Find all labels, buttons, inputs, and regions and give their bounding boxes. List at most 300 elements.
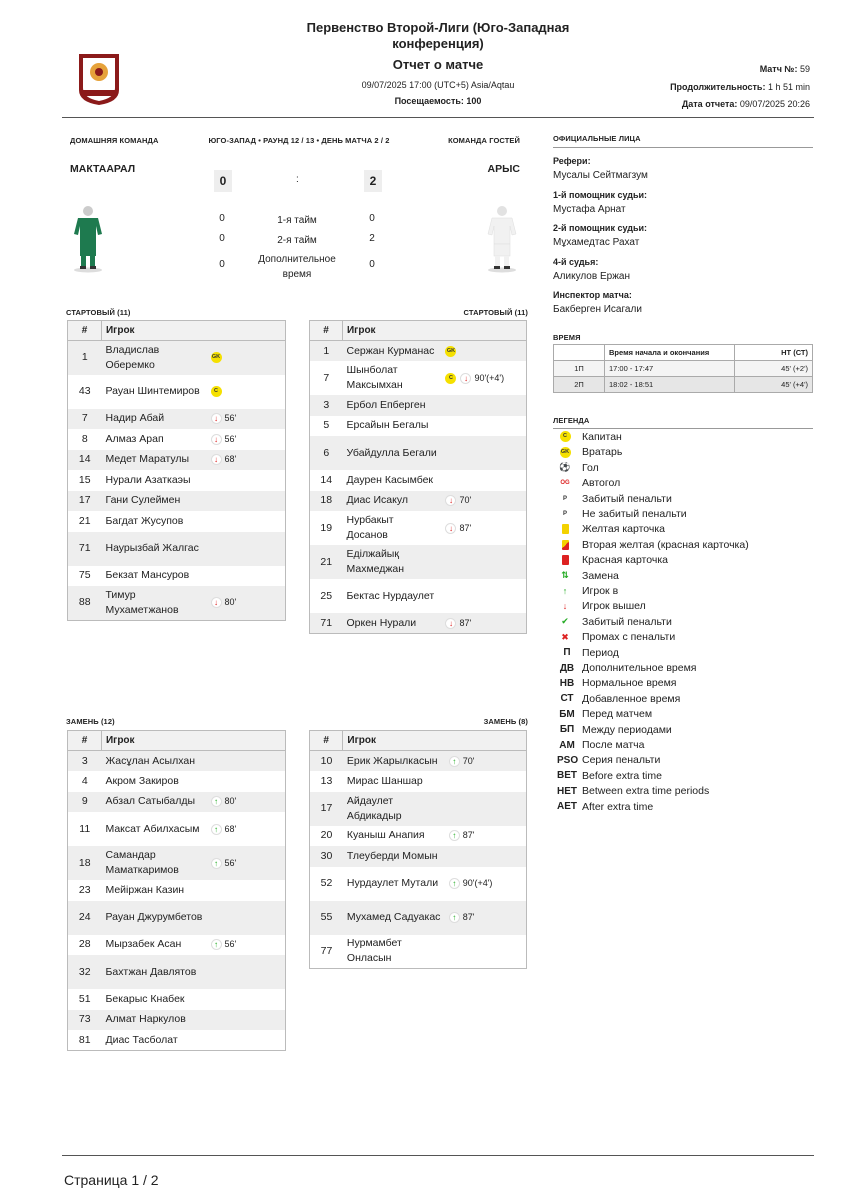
player-name: Нурали Азаткаэы [105, 473, 191, 486]
player-number: 10 [320, 754, 333, 767]
away-score: 2 [364, 170, 382, 192]
legend-item [557, 493, 672, 505]
event-minute: 87' [462, 830, 475, 841]
legend-item [557, 770, 662, 782]
player-name: Мирас Шаншар [346, 774, 423, 787]
legend-item [557, 431, 622, 443]
player-number: 25 [320, 589, 333, 602]
event-minute: 80' [224, 597, 237, 608]
report-date: Дата отчета: 09/07/2025 20:26 [681, 99, 810, 109]
player-events [445, 826, 527, 847]
legend-item [557, 600, 646, 612]
player-number: 8 [81, 432, 88, 445]
legend-item [557, 616, 672, 628]
time-col-ht: НТ (СТ) [735, 345, 813, 361]
abbreviation: БМ [559, 708, 575, 720]
player-events [445, 901, 527, 935]
player-events [445, 867, 527, 901]
player-number: 55 [320, 911, 333, 923]
player-name: Диас Тасболат [105, 1033, 178, 1046]
player-name: Оркен Нурали [346, 616, 417, 629]
legend-item [557, 631, 675, 643]
player-events [441, 416, 526, 437]
player-number: 1 [323, 344, 330, 357]
player-events [207, 751, 286, 772]
table-row [68, 491, 286, 512]
legend-item [557, 570, 619, 582]
player-number: 23 [78, 883, 91, 896]
table-row [68, 792, 286, 813]
legend-label: После матча [582, 739, 645, 751]
player-number: 28 [78, 938, 91, 951]
officials-divider [553, 147, 813, 148]
player-number: 14 [320, 473, 333, 486]
player-events [207, 429, 286, 450]
federation-logo [75, 50, 123, 106]
player-number: 14 [78, 453, 91, 466]
table-row [310, 751, 527, 772]
table-row [310, 545, 527, 579]
table-row [68, 429, 286, 450]
player-number: 3 [81, 754, 88, 767]
table-row [310, 491, 527, 512]
event-minute: 56' [224, 857, 237, 868]
goalkeeper-icon: GK [557, 447, 573, 458]
player-events [441, 491, 526, 512]
period-label: 1-я тайм [277, 215, 317, 226]
legend-divider [553, 428, 813, 429]
player-name: Ербол Епберген [346, 398, 426, 411]
abbreviation: BET [557, 770, 577, 782]
home-starting-title: СТАРТОВЫЙ (11) [66, 308, 131, 317]
out-icon: ↓ [562, 601, 568, 612]
secyellow-card-icon [557, 539, 573, 550]
player-events [441, 436, 526, 470]
event-minute: 80' [224, 796, 237, 807]
player-number: 19 [320, 521, 333, 534]
col-number: # [310, 731, 343, 751]
table-header [68, 731, 286, 751]
match-datetime: 09/07/2025 17:00 (UTC+5) Asia/Aqtau [361, 80, 515, 90]
player-out-icon: ↓ [211, 597, 222, 608]
official-name: Аликулов Ержан [553, 270, 630, 282]
player-name: Еділжайық Махмеджан [346, 548, 405, 575]
player-events [207, 1010, 286, 1031]
legend-item [557, 508, 687, 520]
legend-item [557, 539, 749, 551]
table-row [68, 375, 286, 409]
table-row [68, 812, 286, 846]
event-minute: 68' [224, 454, 237, 465]
player-name: Гани Сулеймен [105, 494, 181, 507]
legend-label: Before extra time [582, 769, 662, 782]
player-events [441, 545, 526, 579]
player-events [207, 1030, 286, 1051]
table-row [310, 867, 527, 901]
player-events [441, 613, 526, 634]
event-minute: 87' [462, 912, 475, 923]
player-number: 7 [323, 371, 330, 384]
report-subtitle: Отчет о матче [392, 57, 484, 72]
legend-label: Забитый пенальти [582, 492, 672, 505]
player-events [207, 341, 286, 375]
home-team-name: МАКТААРАЛ [70, 163, 136, 175]
player-number: 13 [320, 774, 333, 787]
player-name: Медет Маратулы [105, 453, 190, 466]
player-events [207, 989, 286, 1010]
captain-icon: C [211, 386, 222, 397]
player-in-icon: ↑ [449, 878, 460, 889]
player-number: 81 [78, 1033, 91, 1046]
player-number: 24 [78, 911, 91, 923]
away-starting-table [309, 320, 527, 634]
home-subs-table [67, 730, 286, 1051]
table-row [68, 935, 286, 956]
table-row [68, 1030, 286, 1051]
away-team-label: КОМАНДА ГОСТЕЙ [448, 136, 520, 145]
header-divider [62, 117, 814, 118]
player-events [207, 955, 286, 989]
event-minute: 70' [462, 755, 475, 766]
legend-item [557, 462, 599, 474]
player-number: 71 [78, 542, 91, 554]
col-player: Игрок [101, 731, 285, 751]
legend-item [557, 801, 653, 813]
event-minute: 68' [224, 823, 237, 834]
time-col-range: Время начала и окончания [605, 345, 735, 361]
period-label: Дополнительное время [258, 254, 336, 280]
player-name: Бахтжан Давлятов [105, 965, 197, 978]
player-name: Нурбакыт Досанов [346, 514, 394, 541]
goal-icon: ⚽ [559, 462, 571, 473]
player-events [207, 511, 286, 532]
period-away-score: 0 [369, 259, 375, 270]
footer-divider [62, 1155, 814, 1156]
event-minute: 87' [459, 522, 472, 533]
player-number: 17 [320, 802, 333, 814]
player-events [207, 935, 286, 956]
player-events [207, 792, 286, 813]
player-number: 21 [78, 514, 91, 527]
table-row [68, 901, 286, 935]
player-in-icon: ↑ [449, 830, 460, 841]
player-name: Максат Абилхасым [105, 822, 200, 835]
player-out-icon: ↓ [211, 413, 222, 424]
match-number: Матч №: 59 [759, 64, 810, 74]
player-events [441, 341, 526, 362]
legend-label: Добавленное время [582, 692, 681, 705]
abbreviation: БП [559, 724, 575, 736]
player-name: Багдат Жусупов [105, 514, 184, 527]
player-events [207, 771, 286, 792]
player-in-icon: ↑ [449, 912, 460, 923]
player-out-icon: ↓ [445, 495, 456, 506]
player-name: Алмат Наркулов [105, 1013, 186, 1026]
official-name: Мустафа Арнат [553, 203, 626, 215]
player-number: 32 [78, 965, 91, 978]
round-info: ЮГО-ЗАПАД • РАУНД 12 / 13 • ДЕНЬ МАТЧА 2 / 2 [208, 136, 390, 145]
player-name: Айдаулет Абдикадыр [346, 794, 402, 822]
table-row [68, 511, 286, 532]
legend-label: Период [582, 646, 619, 659]
player-out-icon: ↓ [211, 434, 222, 445]
period-home-score: 0 [219, 259, 225, 270]
time-table [553, 344, 813, 393]
abbreviation: П [563, 647, 571, 659]
player-name: Владислав Оберемко [105, 343, 160, 371]
player-name: Надир Абай [105, 412, 165, 425]
event-minute: 56' [224, 413, 237, 424]
table-row [310, 395, 527, 416]
player-name: Бекарыс Кнабек [105, 992, 185, 1005]
player-name: Самандар Маматкаримов [105, 849, 179, 876]
player-number: 71 [320, 616, 333, 629]
table-row [68, 771, 286, 792]
legend-label: Игрок в [582, 585, 619, 597]
pen-icon: P [562, 495, 567, 502]
table-header [68, 321, 286, 341]
event-minute: 87' [459, 617, 472, 628]
goalkeeper-icon: GK [445, 346, 456, 357]
player-name: Нурдаулет Мутали [346, 877, 439, 889]
official-name: Бакберген Исагали [553, 304, 642, 315]
red-card-icon [557, 555, 573, 566]
table-row [68, 846, 286, 880]
player-events [441, 511, 526, 545]
legend-item [557, 708, 652, 720]
legend-item [557, 724, 672, 736]
table-header [310, 321, 527, 341]
player-number: 1 [81, 351, 88, 364]
legend-item [557, 647, 619, 659]
legend-label: Забитый пенальти [582, 615, 672, 628]
player-name: Акром Закиров [105, 774, 179, 787]
table-row [68, 586, 286, 620]
away-subs-table [309, 730, 527, 969]
player-number: 77 [320, 944, 333, 957]
table-header [310, 731, 527, 751]
col-player: Игрок [343, 731, 527, 751]
official-name: Мусалы Сейтмагзум [553, 170, 648, 181]
player-name: Рауан Шинтемиров [105, 385, 200, 397]
player-number: 18 [320, 494, 333, 507]
table-row [310, 792, 527, 826]
player-events [445, 935, 527, 969]
player-name: Нурмамбет Онласын [346, 937, 402, 965]
legend-label: Автогол [582, 477, 621, 490]
table-row [68, 989, 286, 1010]
player-name: Мейіржан Казин [105, 883, 185, 896]
player-events [445, 771, 527, 792]
player-events [207, 846, 286, 880]
event-minute: 90'(+4') [474, 372, 505, 383]
home-kit-icon [68, 204, 108, 274]
table-row [68, 532, 286, 566]
player-out-icon: ↓ [460, 373, 471, 384]
player-number: 5 [323, 419, 330, 432]
yellow-card-icon [557, 524, 573, 535]
officials-title: ОФИЦИАЛЬНЫЕ ЛИЦА [553, 134, 641, 143]
player-number: 43 [78, 385, 91, 397]
event-minute: 70' [459, 495, 472, 506]
player-events [207, 409, 286, 430]
legend-title: ЛЕГЕНДА [553, 416, 590, 425]
away-subs-title: ЗАМЕНЬ (8) [483, 717, 528, 726]
legend-item [557, 523, 665, 535]
away-team-name: АРЫС [487, 163, 520, 175]
player-events [207, 880, 286, 901]
table-row [310, 613, 527, 634]
legend-label: Капитан [582, 431, 622, 443]
penmiss-icon: P [562, 511, 567, 517]
player-name: Тимур Мухаметжанов [105, 588, 179, 616]
time-row: 1П 17:00 - 17:47 45' (+2') [554, 361, 813, 377]
legend-label: Нормальное время [582, 677, 677, 690]
table-row [310, 771, 527, 792]
player-name: Сержан Курманас [346, 344, 435, 357]
sub-icon: ⇅ [561, 570, 569, 581]
in-icon: ↑ [562, 586, 568, 596]
table-row [310, 846, 527, 867]
event-minute: 56' [224, 433, 237, 444]
legend-item [557, 785, 709, 797]
home-score: 0 [214, 170, 232, 192]
col-player: Игрок [342, 321, 526, 341]
player-number: 11 [79, 822, 91, 835]
away-kit-icon [482, 204, 522, 274]
table-row [310, 579, 527, 613]
score-separator: : [296, 174, 299, 185]
time-col-period [554, 345, 605, 361]
player-name: Абзал Сатыбалды [105, 795, 196, 808]
player-number: 75 [78, 569, 91, 582]
official-role: 2-й помощник судьи: [553, 223, 648, 233]
page-number: Страница 1 / 2 [64, 1172, 159, 1188]
match-duration: Продолжительность: 1 h 51 min [670, 82, 810, 92]
home-team-label: ДОМАШНЯЯ КОМАНДА [70, 136, 159, 145]
table-row [68, 470, 286, 491]
period-home-score: 0 [219, 233, 225, 244]
player-in-icon: ↑ [449, 756, 460, 767]
legend-item [557, 477, 620, 489]
legend-label: Промах с пенальти [582, 631, 676, 644]
player-number: 51 [78, 992, 91, 1005]
legend-item [557, 446, 622, 458]
abbreviation: АМ [559, 739, 575, 751]
player-name: Диас Исакул [346, 494, 408, 507]
legend-item [557, 554, 668, 566]
legend-item [557, 585, 618, 597]
table-row [310, 361, 527, 395]
abbreviation: ДВ [559, 662, 575, 674]
player-name: Ерсайын Бегалы [346, 419, 429, 432]
table-row [310, 511, 527, 545]
player-events [207, 566, 286, 587]
table-row [310, 935, 527, 969]
time-title: ВРЕМЯ [553, 333, 581, 342]
player-number: 73 [78, 1013, 91, 1026]
legend-label: Игрок вышел [582, 600, 646, 613]
player-number: 7 [81, 412, 88, 425]
player-number: 30 [320, 849, 333, 862]
legend-label: Between extra time periods [582, 785, 710, 798]
table-row [310, 341, 527, 362]
player-name: Алмаз Арап [105, 432, 164, 445]
legend-label: Вратарь [582, 446, 623, 459]
player-name: Убайдулла Бегали [346, 446, 437, 459]
player-number: 17 [78, 494, 91, 507]
table-row [68, 1010, 286, 1031]
pso-ok-icon: ✔ [561, 616, 569, 627]
table-row [68, 341, 286, 375]
table-row [68, 880, 286, 901]
official-name: Мұхамедтас Рахат [553, 237, 640, 248]
player-events [441, 395, 526, 416]
abbreviation: AET [557, 801, 577, 813]
player-events [445, 846, 527, 867]
legend-item [557, 739, 644, 751]
table-row [310, 826, 527, 847]
player-number: 18 [78, 856, 91, 869]
home-subs-title: ЗАМЕНЬ (12) [66, 717, 115, 726]
player-number: 4 [81, 774, 88, 787]
player-name: Жасұлан Асылхан [105, 754, 196, 767]
period-label: 2-я тайм [277, 235, 317, 246]
legend-item [557, 693, 680, 705]
player-events [441, 361, 526, 395]
player-name: Бекзат Мансуров [105, 569, 190, 582]
player-in-icon: ↑ [211, 796, 222, 807]
player-name: Бектас Нурдаулет [346, 589, 435, 602]
home-starting-table [67, 320, 286, 621]
table-row [68, 566, 286, 587]
player-number: 88 [78, 596, 91, 609]
player-events [207, 812, 286, 846]
official-role: 1-й помощник судьи: [553, 189, 648, 200]
report-title: Первенство Второй-Лиги (Юго-Западная конференция) [306, 20, 570, 51]
legend-label: Перед матчем [582, 708, 653, 721]
player-number: 3 [323, 398, 330, 411]
player-number: 9 [81, 795, 88, 808]
player-in-icon: ↑ [211, 824, 222, 835]
legend-label: Красная карточка [582, 554, 668, 567]
table-row [68, 450, 286, 471]
player-events [445, 792, 527, 826]
player-number: 6 [323, 446, 330, 459]
player-number: 15 [78, 473, 91, 486]
period-away-score: 2 [369, 233, 375, 244]
player-events [207, 532, 286, 566]
player-name: Мырзабек Асан [105, 938, 182, 951]
legend-label: Вторая желтая (красная карточка) [582, 538, 749, 551]
player-events [207, 586, 286, 620]
table-row [310, 901, 527, 935]
period-home-score: 0 [219, 213, 225, 224]
player-events [207, 491, 286, 512]
period-away-score: 0 [369, 213, 375, 224]
table-row [68, 409, 286, 430]
player-name: Мухамед Садуакас [346, 911, 441, 923]
official-role: Рефери: [553, 156, 591, 166]
player-name: Ерик Жарылкасын [346, 754, 438, 767]
owngoal-icon: OG [560, 480, 570, 487]
table-row [310, 416, 527, 437]
player-events [207, 375, 286, 409]
event-minute: 90'(+4') [462, 878, 493, 889]
abbreviation: PSO [557, 754, 579, 766]
player-out-icon: ↓ [445, 523, 456, 534]
player-in-icon: ↑ [211, 939, 222, 950]
